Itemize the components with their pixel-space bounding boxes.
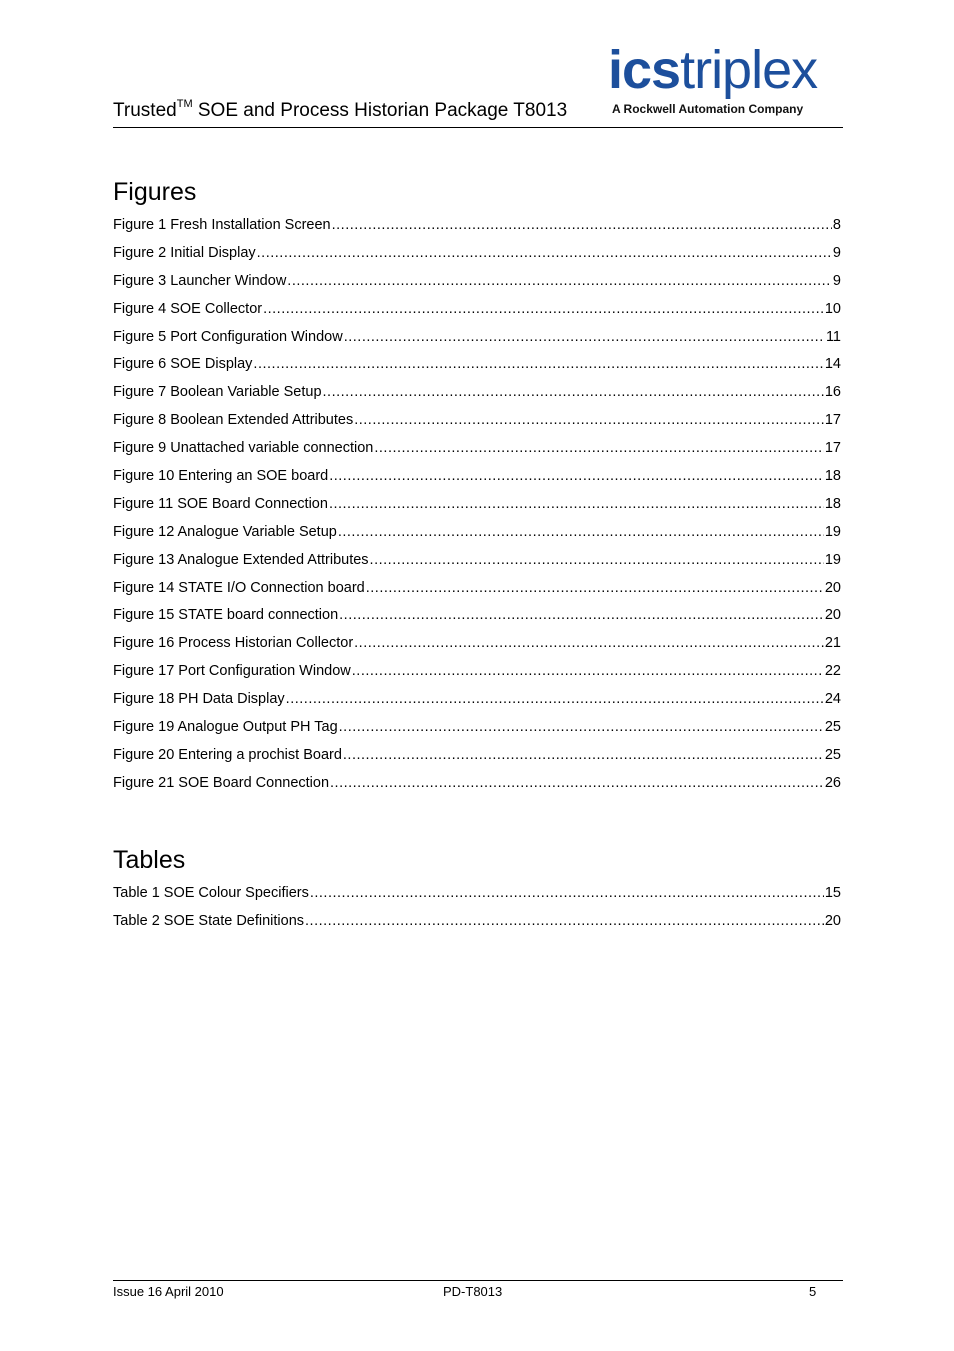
trademark-superscript: TM xyxy=(176,98,193,110)
figure-entry-page: 9 xyxy=(832,244,841,261)
footer-doc-id: PD-T8013 xyxy=(443,1284,503,1299)
logo-tagline-company: Company xyxy=(748,102,804,116)
figure-entry-page: 21 xyxy=(824,635,841,652)
table-entry-page: 15 xyxy=(824,885,841,901)
dot-leader xyxy=(257,245,832,262)
figure-entry[interactable] xyxy=(113,301,841,329)
figure-entry-page: 18 xyxy=(824,495,841,512)
figure-entry[interactable] xyxy=(113,607,841,635)
dot-leader xyxy=(374,440,824,457)
figure-entry-label: Figure 5 Port Configuration Window xyxy=(113,328,343,345)
figure-entry-page: 9 xyxy=(832,272,841,289)
figure-entry-label: Figure 17 Port Configuration Window xyxy=(113,663,351,680)
figure-entry-page: 18 xyxy=(824,468,841,485)
figure-entry-page: 24 xyxy=(824,691,841,708)
table-entry[interactable] xyxy=(113,885,841,913)
figure-entry-label: Figure 7 Boolean Variable Setup xyxy=(113,384,322,401)
figure-entry-label: Figure 8 Boolean Extended Attributes xyxy=(113,412,354,429)
figure-entry[interactable] xyxy=(113,245,841,273)
figure-entry-page: 16 xyxy=(824,384,841,401)
footer-page-number: 5 xyxy=(809,1284,817,1299)
table-entry-label: Table 2 SOE State Definitions xyxy=(113,912,305,929)
figure-entry-label: Figure 15 STATE board connection xyxy=(113,607,339,624)
dot-leader xyxy=(263,301,824,318)
dot-leader xyxy=(339,607,824,624)
figures-heading: Figures xyxy=(113,178,197,206)
figure-entry[interactable] xyxy=(113,635,841,663)
figure-entry-page: 19 xyxy=(824,551,841,568)
figures-list xyxy=(113,217,841,803)
figure-entry-label: Figure 3 Launcher Window xyxy=(113,272,287,289)
dot-leader xyxy=(343,747,824,764)
figure-entry-label: Figure 21 SOE Board Connection xyxy=(113,774,330,791)
figure-entry-page: 22 xyxy=(824,663,841,680)
dot-leader xyxy=(287,273,832,290)
footer-issue: Issue 16 April 2010 xyxy=(113,1284,224,1299)
figure-entry[interactable] xyxy=(113,412,841,440)
dot-leader xyxy=(330,775,824,792)
figure-entry-page: 25 xyxy=(824,719,841,736)
header-divider xyxy=(113,127,843,128)
figure-entry-label: Figure 1 Fresh Installation Screen xyxy=(113,217,331,233)
table-entry-page: 20 xyxy=(824,912,841,929)
logo-tagline xyxy=(612,102,803,116)
figure-entry[interactable] xyxy=(113,747,841,775)
figure-entry-label: Figure 20 Entering a prochist Board xyxy=(113,746,342,763)
figure-entry-label: Figure 13 Analogue Extended Attributes xyxy=(113,551,369,568)
figure-entry-label: Figure 16 Process Historian Collector xyxy=(113,635,354,652)
footer-divider xyxy=(113,1280,843,1281)
figure-entry[interactable] xyxy=(113,384,841,412)
figure-entry[interactable] xyxy=(113,663,841,691)
figure-entry[interactable] xyxy=(113,440,841,468)
figure-entry-page: 19 xyxy=(824,523,841,540)
figure-entry-page: 20 xyxy=(824,579,841,596)
dot-leader xyxy=(366,580,824,597)
figure-entry[interactable] xyxy=(113,691,841,719)
figure-entry-page: 11 xyxy=(825,328,841,345)
figure-entry[interactable] xyxy=(113,329,841,357)
figure-entry-label: Figure 6 SOE Display xyxy=(113,356,253,373)
dot-leader xyxy=(354,635,824,652)
figure-entry-page: 14 xyxy=(824,356,841,373)
figure-entry-label: Figure 4 SOE Collector xyxy=(113,300,263,317)
figure-entry-label: Figure 10 Entering an SOE board xyxy=(113,468,329,485)
logo-tagline-main: A Rockwell Automation xyxy=(612,102,746,116)
table-entry-label: Table 1 SOE Colour Specifiers xyxy=(113,885,309,901)
figure-entry-page: 17 xyxy=(824,440,841,457)
figure-entry[interactable] xyxy=(113,775,841,803)
dot-leader xyxy=(354,412,824,429)
figure-entry-page: 25 xyxy=(824,746,841,763)
dot-leader xyxy=(310,885,824,902)
logo-ics: ics xyxy=(608,40,681,100)
table-entry[interactable] xyxy=(113,913,841,941)
dot-leader xyxy=(253,356,823,373)
figure-entry[interactable] xyxy=(113,524,841,552)
tables-list xyxy=(113,885,841,941)
title-rest: SOE and Process Historian Package T8013 xyxy=(192,100,568,121)
figure-entry-page: 26 xyxy=(824,774,841,791)
dot-leader xyxy=(352,663,824,680)
figure-entry-page: 8 xyxy=(832,217,841,233)
ics-triplex-logo xyxy=(608,40,844,120)
dot-leader xyxy=(339,719,824,736)
logo-triplex: triplex xyxy=(680,40,818,100)
figure-entry-label: Figure 18 PH Data Display xyxy=(113,691,285,708)
dot-leader xyxy=(329,468,824,485)
figure-entry-page: 20 xyxy=(824,607,841,624)
figure-entry-label: Figure 14 STATE I/O Connection board xyxy=(113,579,365,596)
figure-entry[interactable] xyxy=(113,580,841,608)
figure-entry-page: 10 xyxy=(824,300,841,317)
figure-entry[interactable] xyxy=(113,552,841,580)
document-title xyxy=(113,98,567,122)
dot-leader xyxy=(338,524,824,541)
figure-entry-label: Figure 9 Unattached variable connection xyxy=(113,440,374,457)
figure-entry[interactable] xyxy=(113,217,841,245)
figure-entry-page: 17 xyxy=(824,412,841,429)
figure-entry-label: Figure 2 Initial Display xyxy=(113,244,256,261)
dot-leader xyxy=(286,691,824,708)
figure-entry-label: Figure 19 Analogue Output PH Tag xyxy=(113,719,338,736)
figure-entry-label: Figure 12 Analogue Variable Setup xyxy=(113,523,337,540)
dot-leader xyxy=(344,329,825,346)
dot-leader xyxy=(323,384,824,401)
dot-leader xyxy=(329,496,824,513)
logo-wordmark xyxy=(608,40,817,100)
dot-leader xyxy=(332,217,832,234)
figure-entry[interactable] xyxy=(113,273,841,301)
figure-entry-label: Figure 11 SOE Board Connection xyxy=(113,495,328,512)
tables-heading: Tables xyxy=(113,846,186,874)
figure-entry[interactable] xyxy=(113,356,841,384)
figure-entry[interactable] xyxy=(113,496,841,524)
title-trusted: Trusted xyxy=(113,100,177,121)
figure-entry[interactable] xyxy=(113,468,841,496)
figure-entry[interactable] xyxy=(113,719,841,747)
dot-leader xyxy=(305,913,824,930)
dot-leader xyxy=(370,552,824,569)
